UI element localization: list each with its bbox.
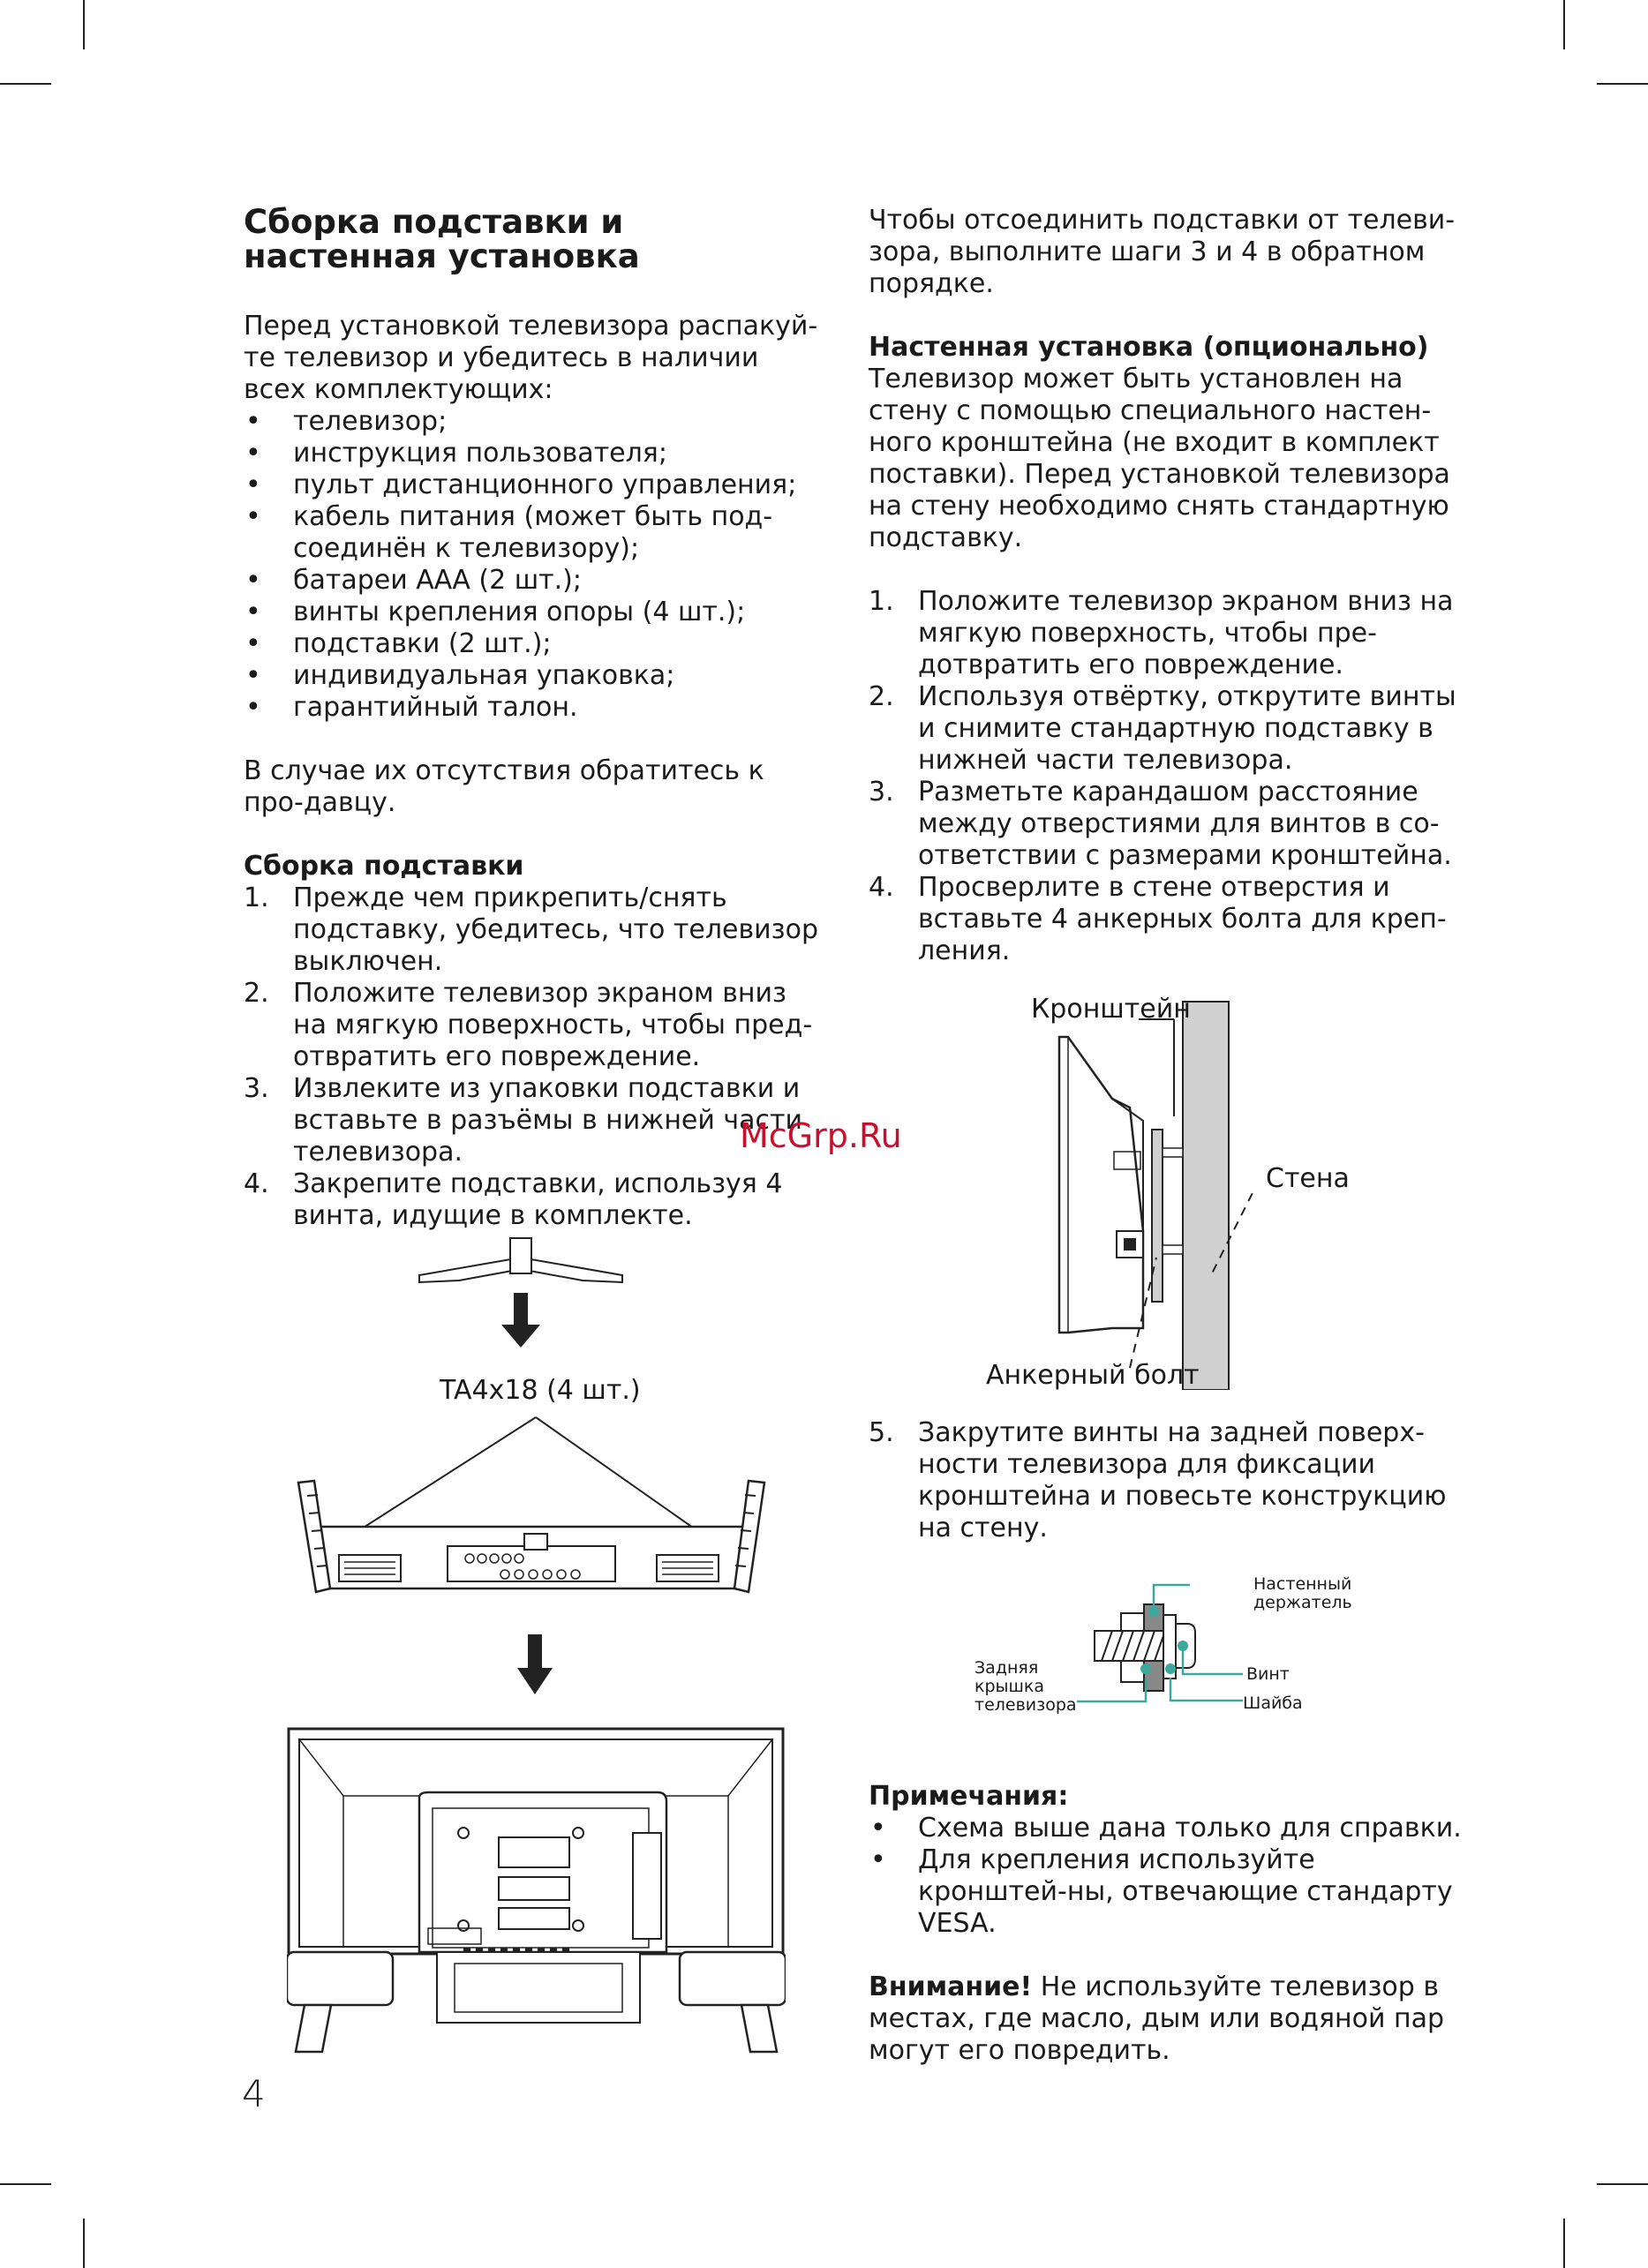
list-item: • пульт дистанционного управления; xyxy=(244,469,826,501)
screw-label: TA4x18 (4 шт.) xyxy=(440,1375,641,1406)
notes-list xyxy=(869,1813,1469,1940)
crop-mark xyxy=(83,0,85,49)
stand-illustration xyxy=(406,1231,636,1355)
list-item: 1. Положите телевизор экраном вниз на мягкую поверхность, чтобы пре-дотвратить его повреждение. xyxy=(869,586,1454,680)
list-item: • инструкция пользователя; xyxy=(244,438,826,469)
stand-heading: Сборка подставки xyxy=(244,851,524,882)
left-column xyxy=(244,205,826,1232)
crop-mark xyxy=(83,2219,85,2268)
list-item: • винты крепления опоры (4 шт.); xyxy=(244,597,826,628)
arrow-down-icon xyxy=(517,1633,553,1696)
crop-mark xyxy=(1563,0,1565,49)
list-item: 3. Извлеките из упаковки подставки и вставьте в разъёмы в нижней части телевизора. xyxy=(244,1073,803,1168)
list-item: • индивидуальная упаковка; xyxy=(244,660,826,692)
absent-note: В случае их отсутствия обратитесь к про-давцу. xyxy=(244,755,764,818)
screw-detail-leaders xyxy=(1068,1571,1271,1716)
anchor-bolt-label: Анкерный болт xyxy=(986,1360,1200,1391)
tv-bottom-illustration xyxy=(284,1412,779,1650)
crop-mark xyxy=(1597,83,1648,85)
warning-text: Внимание! Не используйте телевизор в местах, где масло, дым или водяной пар могут его повредить. xyxy=(869,1971,1445,2066)
notes-heading: Примечания: xyxy=(869,1781,1069,1812)
wall-intro: Телевизор может быть установлен на стену с помощью специального настен-ного кронштейна (не входит в комплект поставки). Перед установкой телевизора на стену необходимо снять стандартную подставку. xyxy=(869,364,1450,553)
list-item: 2. Положите телевизор экраном вниз на мягкую поверхность, чтобы пред-отвратить его повреждение. xyxy=(244,978,813,1072)
list-item: • батареи ААА (2 шт.); xyxy=(244,565,826,597)
section-title: Сборка подставки и настенная установка xyxy=(244,203,640,275)
list-item: • подставки (2 шт.); xyxy=(244,628,826,660)
step5-block xyxy=(869,1417,1469,1544)
holder-label: Настенный держатель xyxy=(1253,1574,1352,1612)
crop-mark xyxy=(0,2183,51,2185)
wall-heading: Настенная установка (опционально) xyxy=(869,332,1429,363)
list-item: • Для крепления используйте кронштей-ны, отвечающие стандарту VESA. xyxy=(869,1844,1469,1940)
list-item: 4. Закрепите подставки, используя 4 винта, идущие в комплекте. xyxy=(244,1168,783,1231)
list-item: • Схема выше дана только для справки. xyxy=(869,1813,1469,1844)
list-item: 5. Закрутите винты на задней поверх-ности телевизора для фиксации кронштейна и повесьте конструкцию на стену. xyxy=(869,1417,1447,1543)
crop-mark xyxy=(0,83,51,85)
list-item: 1. Прежде чем прикрепить/снять подставку, убедитесь, что телевизор выключен. xyxy=(244,882,819,977)
list-item: • телевизор; xyxy=(244,406,826,438)
tv-back-illustration xyxy=(287,1727,786,2061)
back-cover-label: Задняя крышка телевизора xyxy=(975,1658,1077,1715)
list-item: • кабель питания (может быть под-соединён к телевизору); xyxy=(244,501,826,565)
detach-note: Чтобы отсоединить подставки от телеви-зора, выполните шаги 3 и 4 в обратном порядке. xyxy=(869,205,1456,299)
stand-steps xyxy=(244,882,826,1232)
warning-label: Внимание! xyxy=(869,1971,1033,2002)
package-list xyxy=(244,406,826,724)
washer-label: Шайба xyxy=(1243,1693,1303,1713)
wall-steps xyxy=(869,586,1469,967)
right-column xyxy=(869,205,1469,967)
wall-mount-illustration xyxy=(1024,993,1253,1390)
crop-mark xyxy=(1563,2219,1565,2268)
page-number: 4 xyxy=(242,2072,266,2115)
list-item: 4. Просверлите в стене отверстия и вставьте 4 анкерных болта для креп-ления. xyxy=(869,872,1447,966)
crop-mark xyxy=(1597,2183,1648,2185)
list-item: • гарантийный талон. xyxy=(244,692,826,724)
watermark: McGrp.Ru xyxy=(740,1116,902,1155)
wall-label: Стена xyxy=(1266,1163,1350,1194)
list-item: 3. Разметьте карандашом расстояние между отверстиями для винтов в со-ответствии с размерами кронштейна. xyxy=(869,777,1452,871)
notes-block xyxy=(869,1781,1469,2067)
intro-text: Перед установкой телевизора распакуй-те телевизор и убедитесь в наличии всех комплектующих: xyxy=(244,311,818,405)
bracket-label: Кронштейн xyxy=(1031,994,1191,1025)
screw-part-label: Винт xyxy=(1246,1664,1290,1684)
list-item: 2. Используя отвёртку, открутите винты и снимите стандартную подставку в нижней части телевизора. xyxy=(869,681,1456,776)
